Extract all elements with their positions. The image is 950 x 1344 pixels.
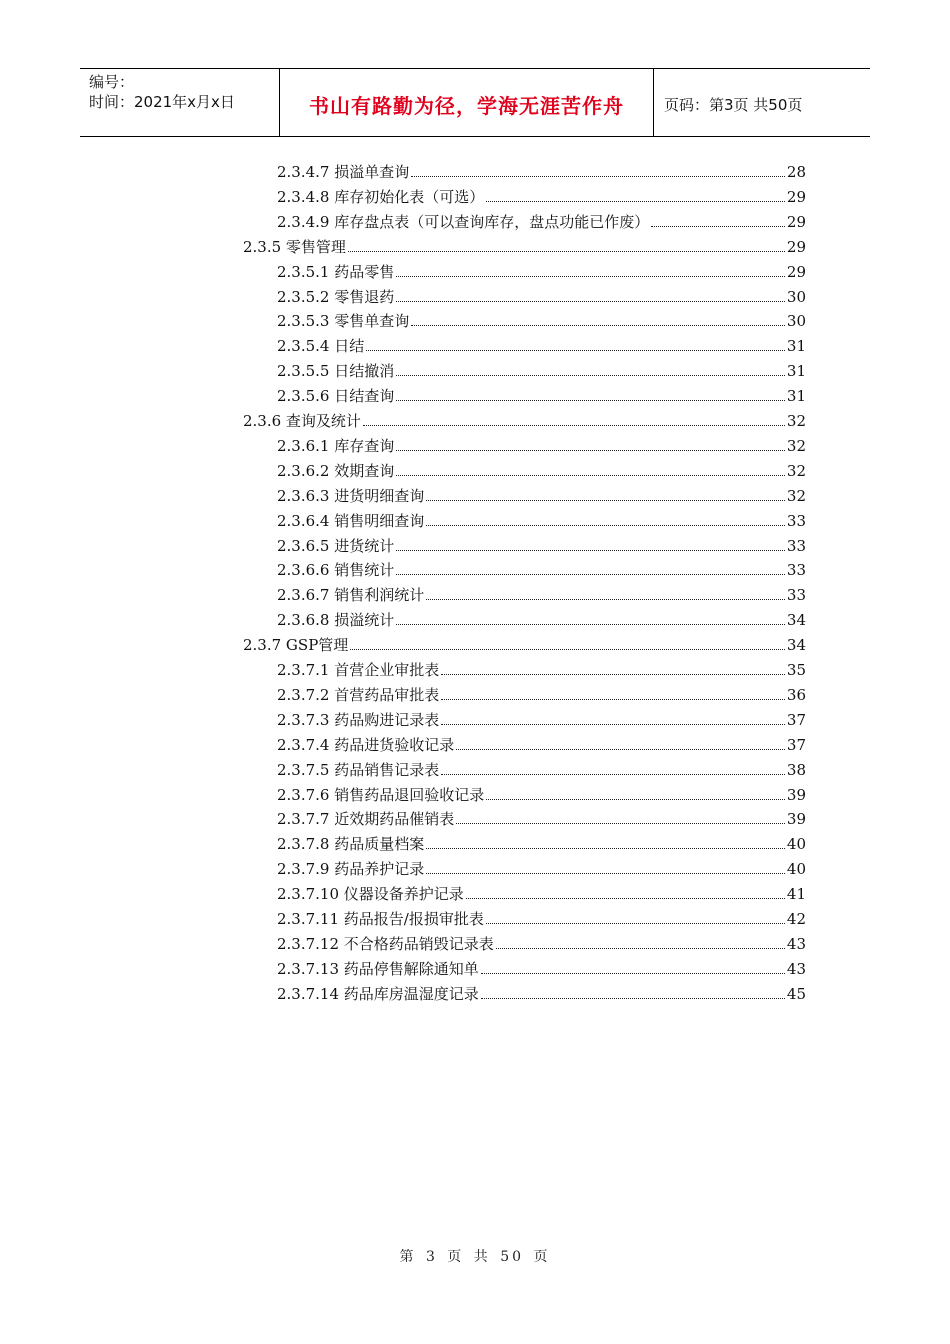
- toc-entry-page-number: 35: [786, 661, 806, 679]
- toc-dot-leader: [426, 848, 785, 849]
- toc-entry[interactable]: [277, 185, 806, 207]
- toc-entry-label: 2.3.7.11 药品报告/报损审批表: [277, 910, 484, 928]
- toc-entry-label: 2.3.7.10 仪器设备养护记录: [277, 885, 464, 903]
- toc-entry[interactable]: [277, 384, 806, 406]
- toc-dot-leader: [441, 674, 785, 675]
- toc-entry[interactable]: [277, 857, 806, 879]
- document-time-label: 时间：2021年x月x日: [89, 93, 235, 111]
- toc-entry-page-number: 36: [786, 686, 806, 704]
- toc-entry-label: 2.3.5.5 日结撤消: [277, 362, 395, 380]
- toc-dot-leader: [363, 425, 785, 426]
- toc-entry-page-number: 32: [786, 462, 806, 480]
- toc-entry-page-number: 29: [786, 263, 806, 281]
- toc-entry[interactable]: [243, 235, 806, 257]
- toc-entry-label: 2.3.5.2 零售退药: [277, 288, 395, 306]
- document-number-label: 编号：: [89, 73, 135, 91]
- toc-entry-page-number: 28: [786, 163, 806, 181]
- toc-entry-label: 2.3.7.12 不合格药品销毁记录表: [277, 935, 494, 953]
- toc-entry-page-number: 41: [786, 885, 806, 903]
- toc-dot-leader: [481, 998, 785, 999]
- toc-entry-label: 2.3.7.8 药品质量档案: [277, 835, 425, 853]
- toc-dot-leader: [486, 201, 785, 202]
- toc-entry[interactable]: [277, 534, 806, 556]
- toc-entry-label: 2.3.7.2 首营药品审批表: [277, 686, 440, 704]
- toc-entry[interactable]: [277, 210, 806, 232]
- toc-entry-label: 2.3.7.4 药品进货验收记录: [277, 736, 455, 754]
- toc-entry-label: 2.3.7.6 销售药品退回验收记录: [277, 786, 485, 804]
- toc-entry[interactable]: [277, 558, 806, 580]
- toc-entry[interactable]: [277, 658, 806, 680]
- toc-entry-page-number: 39: [786, 786, 806, 804]
- toc-dot-leader: [350, 649, 785, 650]
- toc-dot-leader: [426, 525, 785, 526]
- toc-entry-label: 2.3.5.6 日结查询: [277, 387, 395, 405]
- toc-entry-label: 2.3.6 查询及统计: [243, 412, 361, 430]
- toc-entry-page-number: 37: [786, 736, 806, 754]
- toc-entry-page-number: 43: [786, 960, 806, 978]
- toc-dot-leader: [456, 749, 785, 750]
- toc-entry-label: 2.3.6.8 损溢统计: [277, 611, 395, 629]
- toc-dot-leader: [396, 301, 785, 302]
- toc-entry-label: 2.3.5.3 零售单查询: [277, 312, 410, 330]
- toc-entry[interactable]: [277, 260, 806, 282]
- toc-dot-leader: [486, 799, 785, 800]
- toc-entry[interactable]: [277, 957, 806, 979]
- toc-dot-leader: [396, 550, 785, 551]
- toc-entry-page-number: 31: [786, 337, 806, 355]
- toc-entry-label: 2.3.6.3 进货明细查询: [277, 487, 425, 505]
- toc-entry[interactable]: [277, 907, 806, 929]
- toc-dot-leader: [441, 774, 785, 775]
- toc-entry-page-number: 43: [786, 935, 806, 953]
- toc-entry[interactable]: [243, 409, 806, 431]
- toc-dot-leader: [366, 350, 785, 351]
- toc-entry[interactable]: [277, 832, 806, 854]
- toc-entry-label: 2.3.7 GSP管理: [243, 636, 349, 654]
- toc-entry-page-number: 32: [786, 437, 806, 455]
- toc-dot-leader: [481, 973, 785, 974]
- toc-entry-page-number: 40: [786, 860, 806, 878]
- toc-entry[interactable]: [277, 783, 806, 805]
- header-motto: 书山有路勤为径，学海无涯苦作舟: [280, 69, 654, 136]
- toc-dot-leader: [396, 624, 785, 625]
- toc-entry[interactable]: [277, 882, 806, 904]
- toc-entry-label: 2.3.5.1 药品零售: [277, 263, 395, 281]
- toc-entry[interactable]: [277, 982, 806, 1004]
- toc-entry-label: 2.3.6.4 销售明细查询: [277, 512, 425, 530]
- toc-entry[interactable]: [277, 160, 806, 182]
- toc-dot-leader: [411, 176, 785, 177]
- toc-entry[interactable]: [277, 434, 806, 456]
- toc-entry[interactable]: [277, 932, 806, 954]
- toc-entry[interactable]: [277, 285, 806, 307]
- toc-entry-page-number: 29: [786, 238, 806, 256]
- toc-dot-leader: [426, 599, 785, 600]
- toc-dot-leader: [348, 251, 785, 252]
- toc-entry-page-number: 37: [786, 711, 806, 729]
- toc-dot-leader: [411, 325, 785, 326]
- toc-dot-leader: [486, 923, 785, 924]
- toc-entry[interactable]: [277, 334, 806, 356]
- toc-entry-page-number: 42: [786, 910, 806, 928]
- toc-entry-page-number: 31: [786, 387, 806, 405]
- toc-entry-label: 2.3.5 零售管理: [243, 238, 346, 256]
- toc-dot-leader: [441, 724, 785, 725]
- toc-entry[interactable]: [277, 708, 806, 730]
- toc-entry-label: 2.3.6.6 销售统计: [277, 561, 395, 579]
- toc-entry-page-number: 34: [786, 611, 806, 629]
- toc-entry-label: 2.3.7.7 近效期药品催销表: [277, 810, 455, 828]
- toc-dot-leader: [396, 574, 785, 575]
- toc-entry-label: 2.3.7.9 药品养护记录: [277, 860, 425, 878]
- toc-entry-page-number: 34: [786, 636, 806, 654]
- toc-entry-label: 2.3.6.2 效期查询: [277, 462, 395, 480]
- toc-entry-page-number: 45: [786, 985, 806, 1003]
- toc-entry-page-number: 30: [786, 312, 806, 330]
- toc-entry-page-number: 32: [786, 487, 806, 505]
- toc-entry-label: 2.3.4.9 库存盘点表（可以查询库存，盘点功能已作废）: [277, 213, 650, 231]
- toc-entry-page-number: 31: [786, 362, 806, 380]
- toc-entry-label: 2.3.5.4 日结: [277, 337, 365, 355]
- toc-entry-label: 2.3.6.7 销售利润统计: [277, 586, 425, 604]
- toc-dot-leader: [466, 898, 785, 899]
- toc-entry-page-number: 33: [786, 561, 806, 579]
- toc-entry-label: 2.3.7.14 药品库房温湿度记录: [277, 985, 479, 1003]
- toc-entry-page-number: 29: [786, 188, 806, 206]
- toc-entry[interactable]: [277, 683, 806, 705]
- toc-entry[interactable]: [277, 459, 806, 481]
- toc-entry-page-number: 39: [786, 810, 806, 828]
- toc-entry-label: 2.3.6.1 库存查询: [277, 437, 395, 455]
- toc-dot-leader: [651, 226, 785, 227]
- toc-entry[interactable]: [243, 633, 806, 655]
- toc-entry[interactable]: [277, 758, 806, 780]
- toc-entry[interactable]: [277, 309, 806, 331]
- toc-entry-page-number: 29: [786, 213, 806, 231]
- toc-dot-leader: [396, 276, 785, 277]
- toc-dot-leader: [456, 823, 785, 824]
- toc-entry-page-number: 32: [786, 412, 806, 430]
- toc-dot-leader: [396, 375, 785, 376]
- toc-dot-leader: [496, 948, 785, 949]
- toc-entry[interactable]: [277, 484, 806, 506]
- toc-entry-label: 2.3.7.5 药品销售记录表: [277, 761, 440, 779]
- toc-entry-page-number: 33: [786, 537, 806, 555]
- toc-entry-label: 2.3.7.13 药品停售解除通知单: [277, 960, 479, 978]
- toc-entry-label: 2.3.7.1 首营企业审批表: [277, 661, 440, 679]
- toc-dot-leader: [396, 475, 785, 476]
- toc-dot-leader: [426, 873, 785, 874]
- toc-dot-leader: [396, 450, 785, 451]
- toc-entry-page-number: 30: [786, 288, 806, 306]
- toc-dot-leader: [426, 500, 785, 501]
- toc-dot-leader: [396, 400, 785, 401]
- toc-entry[interactable]: [277, 807, 806, 829]
- toc-entry-page-number: 40: [786, 835, 806, 853]
- toc-entry-label: 2.3.7.3 药品购进记录表: [277, 711, 440, 729]
- toc-entry[interactable]: [277, 608, 806, 630]
- toc-entry-page-number: 33: [786, 512, 806, 530]
- toc-entry[interactable]: [277, 733, 806, 755]
- toc-dot-leader: [441, 699, 785, 700]
- toc-entry[interactable]: [277, 509, 806, 531]
- toc-entry-label: 2.3.4.7 损溢单查询: [277, 163, 410, 181]
- page-footer: 第 3 页 共 50 页: [399, 1249, 551, 1265]
- toc-entry-page-number: 38: [786, 761, 806, 779]
- toc-entry[interactable]: [277, 583, 806, 605]
- toc-entry[interactable]: [277, 359, 806, 381]
- toc-entry-label: 2.3.4.8 库存初始化表（可选）: [277, 188, 485, 206]
- toc-entry-page-number: 33: [786, 586, 806, 604]
- header-meta: [80, 69, 280, 136]
- toc-entry-label: 2.3.6.5 进货统计: [277, 537, 395, 555]
- page-header: [80, 68, 870, 137]
- header-page-info: 页码：第3页 共50页: [664, 96, 803, 114]
